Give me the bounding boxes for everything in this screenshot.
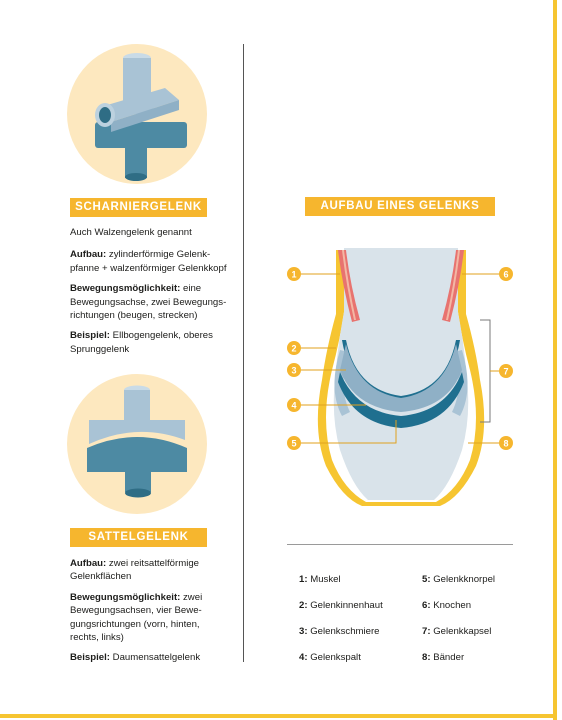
joint-anatomy-illustration [280,240,520,512]
saddle-row-example-label: Beispiel: [70,652,110,664]
marker-3 [287,363,301,377]
hinge-title: SCHARNIERGELENK [75,201,202,213]
hinge-description [70,226,242,363]
legend-item-6 [422,600,471,611]
legend-number: 5: [422,574,431,585]
hinge-row-movement-text: eine Bewegungsachse, zwei Bewegungs- richtungen (beugen, strecken) [70,283,227,322]
legend-label: Gelenkkapsel [430,626,492,637]
legend-item-8 [422,652,464,663]
hinge-joint-illustration [67,44,207,184]
legend-divider [287,544,513,545]
saddle-row-movement-label: Bewegungsmöglichkeit: [70,591,181,603]
marker-4 [287,398,301,412]
legend-label: Muskel [307,574,341,585]
saddle-title-badge [70,528,207,547]
legend-label: Gelenkschmiere [307,626,380,637]
legend-item-1 [299,574,341,585]
hinge-row-example-text: Ellbogengelenk, oberes Sprunggelenk [70,330,213,355]
svg-text:2: 2 [291,343,297,354]
legend-number: 8: [422,652,431,663]
marker-2 [287,341,301,355]
svg-text:1: 1 [291,269,297,280]
legend-number: 4: [299,652,308,663]
marker-6 [499,267,513,281]
hinge-row-example [70,329,242,356]
svg-text:8: 8 [503,438,509,449]
legend-item-7 [422,626,491,637]
legend-item-4 [299,652,361,663]
svg-text:4: 4 [291,400,297,411]
marker-5 [287,436,301,450]
saddle-row-movement-text: zwei Bewegungsachsen, vier Bewe- gungsrichtungen (vorn, hinten, rechts, links) [70,591,203,644]
hinge-row-aufbau-text: zylinderförmige Gelenk- pfanne + walzenförmiger Gelenkkopf [70,249,227,274]
column-divider [243,44,244,662]
marker-7 [499,364,513,378]
svg-text:7: 7 [503,366,509,377]
hinge-title-badge [70,198,207,217]
hinge-subtitle: Auch Walzengelenk genannt [70,227,192,238]
svg-text:6: 6 [503,269,509,280]
legend-number: 3: [299,626,308,637]
anatomy-title: AUFBAU EINES GELENKS [320,200,480,212]
saddle-row-aufbau-text: zwei reitsattelförmige Gelenkflächen [70,558,200,583]
legend-number: 7: [422,626,431,637]
saddle-title: SATTELGELENK [88,531,189,543]
hinge-row-aufbau [70,248,242,275]
hinge-row-movement-label: Bewegungsmöglichkeit: [70,283,181,295]
hinge-row-aufbau-label: Aufbau: [70,249,107,261]
saddle-description [70,557,242,672]
saddle-joint-illustration [67,374,207,514]
svg-text:3: 3 [291,365,297,376]
legend-item-3 [299,626,380,637]
saddle-row-aufbau [70,557,242,584]
saddle-row-movement [70,591,242,645]
anatomy-title-badge [305,197,495,216]
legend-number: 1: [299,574,308,585]
marker-1 [287,267,301,281]
legend-item-2 [299,600,383,611]
saddle-row-example [70,651,242,664]
frame-border-bottom [0,714,557,718]
legend-label: Gelenkspalt [307,652,361,663]
legend-item-5 [422,574,495,585]
hinge-row-example-label: Beispiel: [70,330,110,342]
saddle-row-example-text: Daumensattelgelenk [110,652,201,664]
legend-number: 6: [422,600,431,611]
hinge-row-movement [70,282,242,322]
legend-number: 2: [299,600,308,611]
legend-label: Gelenkinnenhaut [307,600,383,611]
legend-label: Gelenkknorpel [430,574,496,585]
svg-text:5: 5 [291,438,297,449]
frame-border-right [553,0,557,720]
legend-label: Bänder [430,652,465,663]
saddle-row-aufbau-label: Aufbau: [70,558,107,569]
marker-8 [499,436,513,450]
legend-label: Knochen [430,600,472,611]
